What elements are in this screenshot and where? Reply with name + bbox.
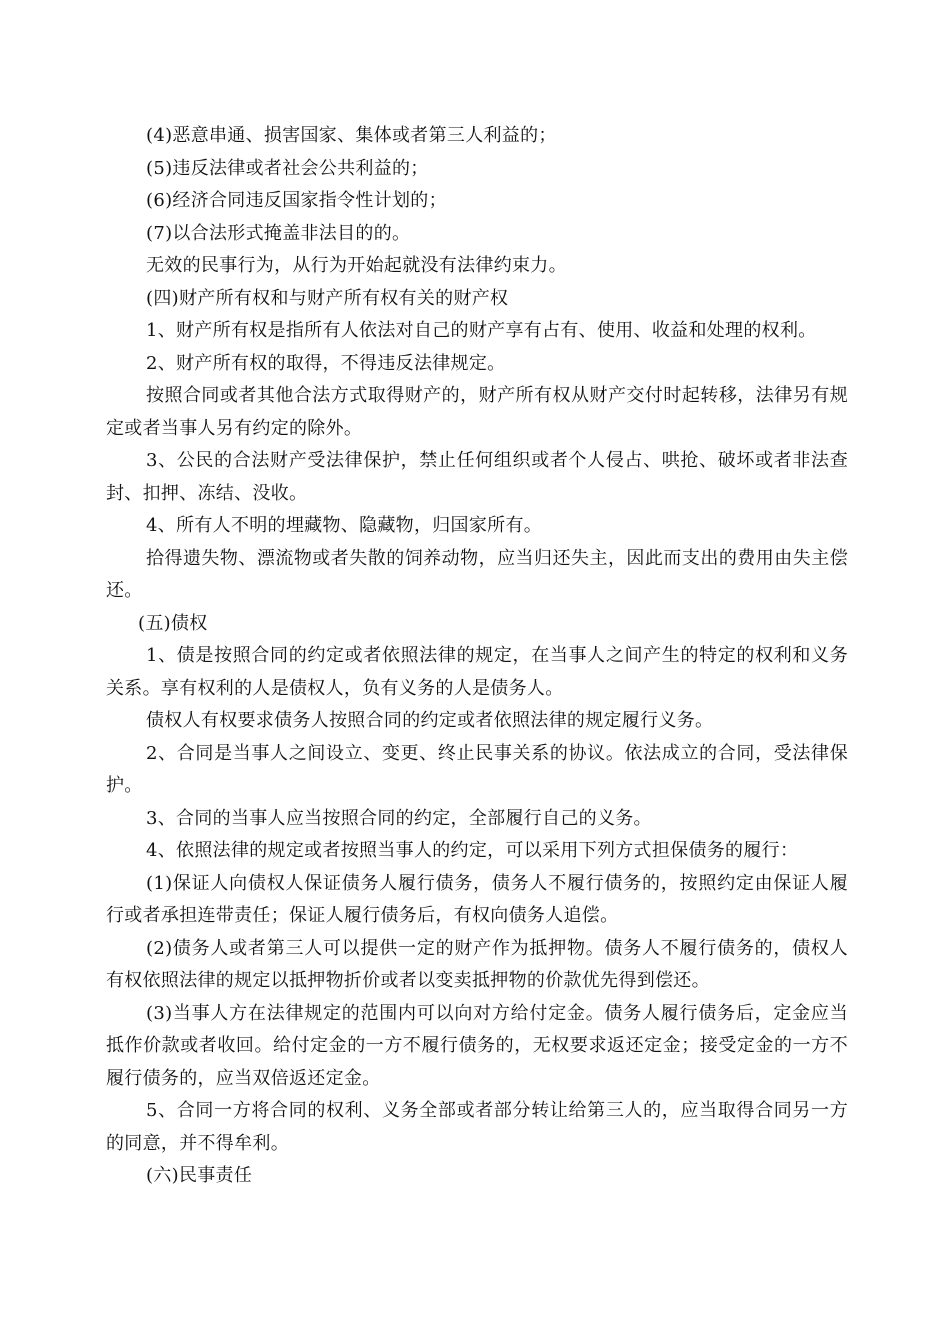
paragraph: (6)经济合同违反国家指令性计划的；: [146, 190, 447, 211]
paragraph: 拾得遗失物、漂流物或者失散的饲养动物，应当归还失主，因此而支出的费用由失主偿还。: [106, 547, 848, 601]
paragraph: 5、合同一方将合同的权利、义务全部或者部分转让给第三人的，应当取得合同另一方的同意，并不得牟利。: [106, 1100, 848, 1154]
section-heading: (五)债权: [138, 612, 208, 634]
paragraph: 债权人有权要求债务人按照合同的约定或者依照法律的规定履行义务。: [146, 710, 714, 731]
paragraph: 4、依照法律的规定或者按照当事人的约定，可以采用下列方式担保债务的履行：: [146, 840, 799, 861]
paragraph: (7)以合法形式掩盖非法目的的。: [146, 222, 411, 244]
paragraph: (2)债务人或者第三人可以提供一定的财产作为抵押物。债务人不履行债务的，债权人有权依照法律的规定以抵押物折价或者以变卖抵押物的价款优先得到偿还。: [106, 937, 848, 991]
paragraph: 1、财产所有权是指所有人依法对自己的财产享有占有、使用、收益和处理的权利。: [146, 320, 817, 341]
paragraph: 4、所有人不明的埋藏物、隐藏物，归国家所有。: [146, 515, 543, 536]
paragraph: 3、公民的合法财产受法律保护，禁止任何组织或者个人侵占、哄抢、破坏或者非法查封、扣押、冻结、没收。: [106, 450, 848, 504]
paragraph: 1、债是按照合同的约定或者依照法律的规定，在当事人之间产生的特定的权利和义务关系。享有权利的人是债权人，负有义务的人是债务人。: [106, 645, 848, 699]
paragraph: (3)当事人方在法律规定的范围内可以向对方给付定金。债务人履行债务后，定金应当抵作价款或者收回。给付定金的一方不履行债务的，无权要求返还定金；接受定金的一方不履行债务的，应当双倍返还定金。: [106, 1002, 848, 1089]
paragraph: 按照合同或者其他合法方式取得财产的，财产所有权从财产交付时起转移，法律另有规定或者当事人另有约定的除外。: [106, 385, 848, 439]
paragraph: 无效的民事行为，从行为开始起就没有法律约束力。: [146, 255, 567, 276]
paragraph: 3、合同的当事人应当按照合同的约定，全部履行自己的义务。: [146, 807, 652, 829]
document-body: [106, 120, 848, 1193]
paragraph: 2、合同是当事人之间设立、变更、终止民事关系的协议。依法成立的合同，受法律保护。: [106, 742, 848, 796]
paragraph: (4)恶意串通、损害国家、集体或者第三人利益的；: [146, 125, 557, 146]
section-heading: (四)财产所有权和与财产所有权有关的财产权: [146, 287, 509, 309]
paragraph: (1)保证人向债权人保证债务人履行债务，债务人不履行债务的，按照约定由保证人履行或者承担连带责任；保证人履行债务后，有权向债务人追偿。: [106, 872, 848, 926]
paragraph: 2、财产所有权的取得，不得违反法律规定。: [146, 352, 506, 374]
section-heading: (六)民事责任: [146, 1165, 253, 1186]
paragraph: (5)违反法律或者社会公共利益的；: [146, 157, 429, 179]
